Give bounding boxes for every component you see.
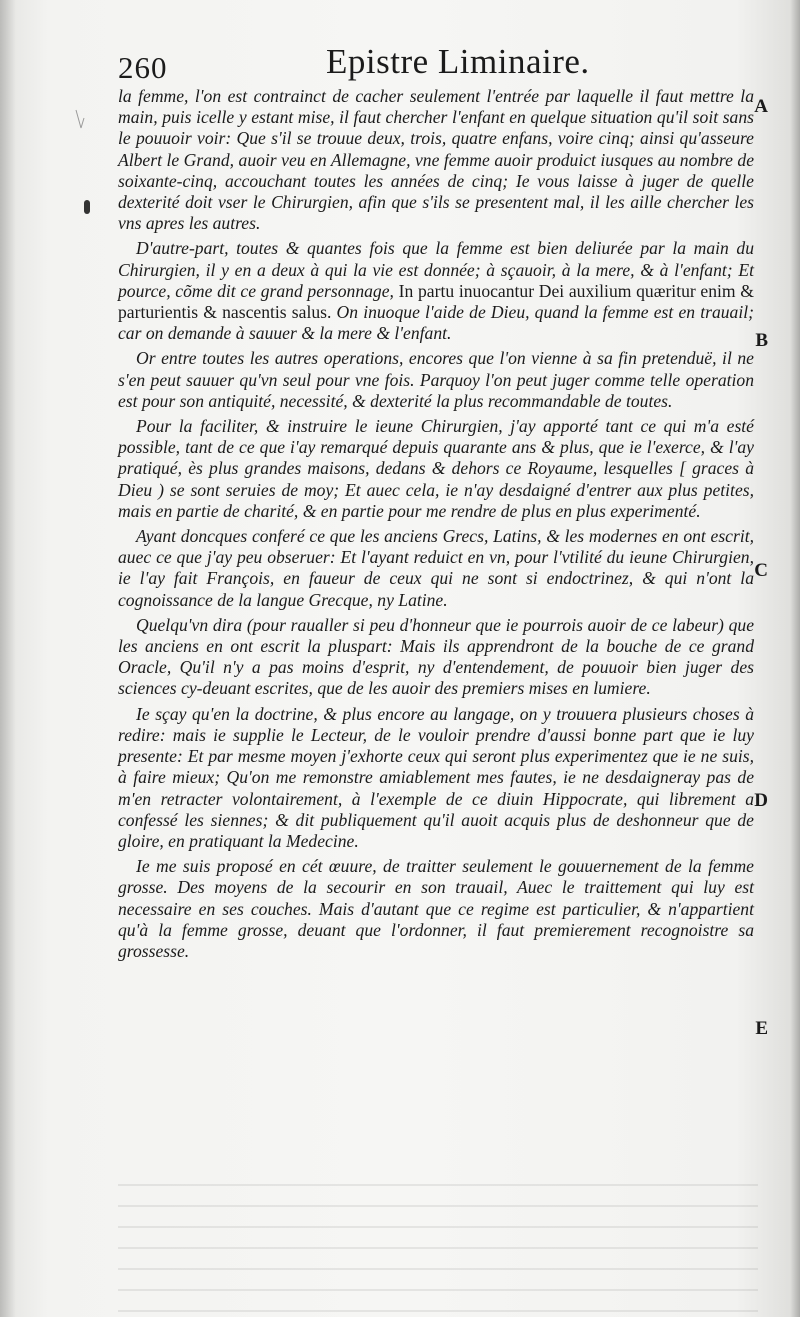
paragraph: Or entre toutes les autres operations, encores que l'on vienne à sa fin pretenduë, il ne s'en peut sauuer qu'vn seul pour vne fois. Parquoy l'on peut juger comme telle operation est pour son antiquité, necessité, & dexterité la plus recommandable de toutes. xyxy=(118,348,754,411)
paragraph-text: D'autre-part, toutes & quantes fois que la femme est bien deliurée par la main du Chirurgien, il y en a deux à qui la vie est donnée; à sçauoir, à la mere, & à l'enfant; Et pource, cõme dit ce grand personnage, xyxy=(118,238,754,301)
page-edge-shadow xyxy=(790,0,800,1317)
paragraph: la femme, l'on est contrainct de cacher seulement l'entrée par laquelle il faut mettre la main, puis icelle y estant mise, il faut chercher l'enfant en quelque situation qu'il soit sans le pouuoir voir: Que s'il se trouue deux, trois, quatre enfans, voire cinq; ainsi qu'asseure Albert le Grand, auoir veu en Allemagne, vne femme auoir produict iusques au nombre de soixante-cinq, accouchant toutes les années de cinq; Ie vous laisse à juger de quelle dexterité doit vser le Chirurgien, afin que s'ils se presentent mal, il les aille chercher les vns apres les autres. xyxy=(118,86,754,234)
ink-mark xyxy=(84,200,90,214)
margin-letter-a: A xyxy=(754,96,768,117)
gutter-shadow xyxy=(0,0,16,1317)
paragraph: Ayant doncques conferé ce que les anciens Grecs, Latins, & les modernes en ont escrit, auec ce que j'ay peu obseruer: Et l'ayant reduict en vn, pour l'vtilité du ieune Chirurgien, ie l'ay fait François, en faueur de ceux qui ne sont si endoctrinez, & qui n'ont la cognoissance de la langue Grecque, ny Latine. xyxy=(118,526,754,610)
paragraph: Pour la faciliter, & instruire le ieune Chirurgien, j'ay apporté tant ce qui m'a esté possible, tant de ce que i'ay remarqué depuis quarante ans & plus, que ie l'exerce, & l'ay pratiqué, ès plus grandes maisons, dedans & dehors ce Royaume, lesquelles [ graces à Dieu ) se sont seruies de moy; Et auec cela, ie n'ay desdaigné d'entrer aux plus petites, mais en partie de charité, & en partie pour me rendre de plus en plus experimenté. xyxy=(118,416,754,521)
running-head: Epistre Liminaire. xyxy=(326,42,590,81)
page-number: 260 xyxy=(118,50,168,85)
pencil-mark-icon xyxy=(72,108,86,130)
paragraph: Ie me suis proposé en cét œuure, de traitter seulement le gouuernement de la femme grosse. Des moyens de la secourir en son trauail, Auec le traittement qui luy est necessaire en ses couches. Mais d'autant que ce regime est particulier, & n'appartient qu'à la femme grosse, deuant que l'ordonner, il faut premierement recognoistre sa grossesse. xyxy=(118,856,754,961)
body-text xyxy=(118,86,754,966)
latin-quotation: In partu inuocantur Dei auxilium quæritur enim & parturientis & nascentis salus. xyxy=(118,280,754,323)
paragraph-text: On inuoque l'aide de Dieu, quand la femme est en trauail; car on demande à sauuer & la mere & l'enfant. xyxy=(118,302,754,344)
show-through-text xyxy=(118,1172,758,1312)
margin-letter-d: D xyxy=(754,790,768,811)
paragraph: Ie sçay qu'en la doctrine, & plus encore au langage, on y trouuera plusieurs choses à redire: mais ie supplie le Lecteur, de le vouloir prendre d'aussi bonne part que ie luy presente: Et par mesme moyen j'exhorte ceux qui seront plus experimentez que ie ne suis, à faire mieux; Qu'on me remonstre amiablement mes fautes, ie ne desdaigneray pas de m'en retracter volontairement, à l'exemple de ce diuin Hippocrate, qui librement a confessé les siennes; & dit publiquement qu'il auoit acquis plus de deshonneur que de gloire, en pratiquant la Medecine. xyxy=(118,703,754,851)
paragraph: Quelqu'vn dira (pour raualler si peu d'honneur que ie pourrois auoir de ce labeur) que les anciens en ont escrit la pluspart: Mais ils apprendront de la bouche de ce grand Oracle, Qu'il n'y a pas moins d'esprit, ny d'entendement, de pouuoir bien juger des sciences cy-deuant escrites, que de les auoir des premiers mises en lumiere. xyxy=(118,614,754,699)
paragraph xyxy=(118,238,754,344)
margin-letter-b: B xyxy=(755,330,768,351)
margin-letter-c: C xyxy=(754,560,768,581)
margin-letter-e: E xyxy=(755,1018,768,1039)
